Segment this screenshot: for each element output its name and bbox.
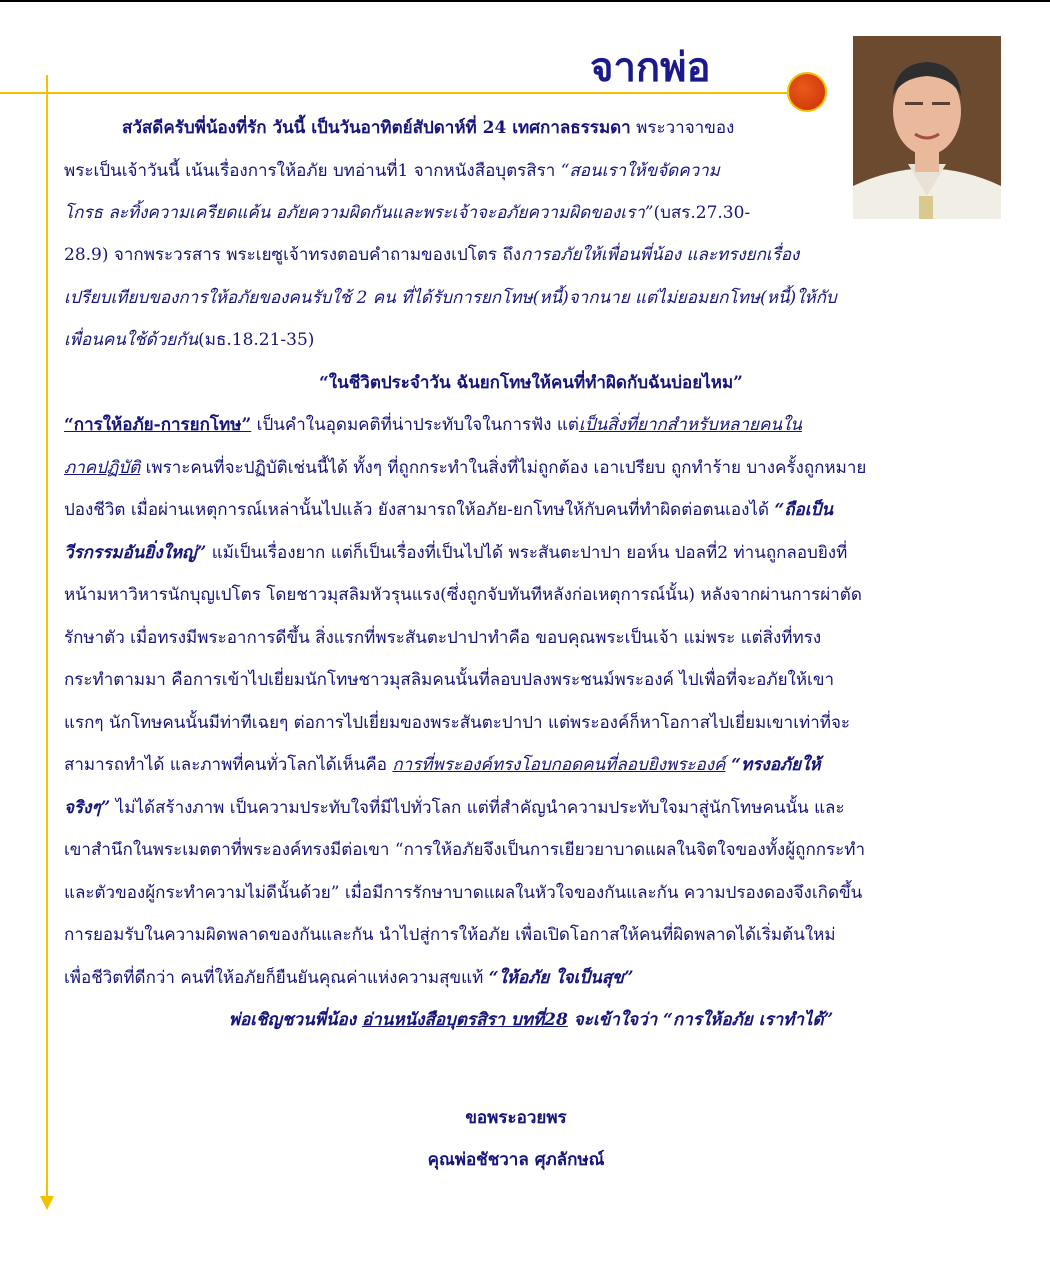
greeting: สวัสดีครับพี่น้องที่รัก วันนี้ เป็นวันอาทิตย์สัปดาห์ที่ 24 เทศกาลธรรมดา — [122, 118, 631, 138]
center-question: “ในชีวิตประจำวัน ฉันยกโทษให้คนที่ทำผิดกับฉันบ่อยไหม” — [319, 372, 743, 393]
orange-dot-icon — [787, 72, 827, 112]
vertical-guide-line — [46, 75, 48, 1200]
signature: คุณพ่อชัชวาล ศุภลักษณ์ — [427, 1150, 605, 1170]
intro-continued: 28.9) จากพระวรสาร พระเยซูเจ้าทรงตอบคำถามของเปโตร ถึงการอภัยให้เพื่อนพี่น้อง และทรงยกเรื่อง เปรียบเทียบของการให้อภัยของคนรับใช้ 2 คน ที่ได้รับการยกโทษ(หนี้)จากนาย แต่ไม่ยอมยกโทษ(หนี้)ให้กับ เพื่อนคนใช้ด้วยกัน(มธ.18.21-35) “ในชีวิตประจำวัน ฉันยกโทษให้คนที่ทำผิดกับฉันบ่อยไหม” “การให้อภัย-การยกโทษ” เป็นคำในอุดมคติที่น่าประทับใจในการฟัง แต่เป็นสิ่งที่ยากสำหรับหลายคนใน ภาคปฏิบัติ เพราะคนที่จะปฏิบัติเช่นนี้ได้ ทั้งๆ ที่ถูกกระทำในสิ่งที่ไม่ถูกต้อง เอาเปรียบ ถูกทำร้าย บางครั้งถูกหมาย ปองชีวิต เมื่อผ่านเหตุการณ์เหล่านั้นไปแล้ว ยังสามารถให้อภัย-ยกโทษให้กับคนที่ทำผิดต่อตนเองได้ “ถือเป็น วีรกรรมอันยิ่งใหญ่” แม้เป็นเรื่องยาก แต่ก็เป็นเรื่องที่เป็นไปได้ พระสันตะปาปา ยอห์น ปอลที่2 ท่านถูกลอบยิงที่ หน้ามหาวิหารนักบุญเปโตร โดยชาวมุสลิมหัวรุนแรง(ซึ่งถูกจับทันทีหลังก่อเหตุการณ์นั้น) หลังจากผ่านการผ่าตัด รักษาตัว เมื่อทรงมีพระอาการดีขึ้น สิ่งแรกที่พระสันตะปาปาทำคือ ขอบคุณพระเป็นเจ้า แม่พระ แต่สิ่งที่ทรง กระทำตามมา คือการเข้าไปเยี่ยมนักโทษชาวมุสลิมคนนั้นที่ลอบปลงพระชนม์พระองค์ ไปเพื่อที่จะอภัยให้เขา แรกๆ นักโทษคนนั้นมีท่าทีเฉยๆ ต่อการไปเยี่ยมของพระสันตะปาปา แต่พระองค์ก็หาโอกาสไปเยี่ยมเขาเท่าที่จะ สามารถทำได้ และภาพที่คนทั่วโลกได้เห็นคือ การที่พระองค์ทรงโอบกอดคนที่ลอบยิงพระองค์ “ทรงอภัยให้ จริงๆ” ไม่ได้สร้างภาพ เป็นความประทับใจที่มีไปทั่วโลก แต่ที่สำคัญนำความประทับใจมาสู่นักโทษคนนั้น และ เขาสำนึกในพระเมตตาที่พระองค์ทรงมีต่อเขา “การให้อภัยจึงเป็นการเยียวยาบาดแผลในจิตใจของทั้งผู้ถูกกระทำ และตัวของผู้กระทำความไม่ดีนั้นด้วย” เมื่อมีการรักษาบาดแผลในหัวใจของกันและกัน ความปรองดองจึงเกิดขึ้น การยอมรับในความผิดพลาดของกันและกัน นำไปสู่การให้อภัย เพื่อเปิดโอกาสให้คนที่ผิดพลาดได้เริ่มต้นใหม่ เพื่อชีวิตที่ดีกว่า คนที่ให้อภัยก็ยืนยันคุณค่าแห่งความสุขแท้ “ให้อภัย ใจเป็นสุข” พ่อเชิญชวนพี่น้อง อ่านหนังสือบุตรสิรา บทที่28 จะเข้าใจว่า “การให้อภัย เราทำได้” — [64, 234, 998, 1042]
page-title: จากพ่อ — [590, 45, 711, 91]
invitation: พ่อเชิญชวนพี่น้อง อ่านหนังสือบุตรสิรา บทที่28 จะเข้าใจว่า “การให้อภัย เราทำได้” — [228, 1010, 834, 1030]
priest-portrait — [853, 36, 1001, 219]
arrow-down-icon — [40, 1196, 54, 1210]
intro-block: สวัสดีครับพี่น้องที่รัก วันนี้ เป็นวันอาทิตย์สัปดาห์ที่ 24 เทศกาลธรรมดา พระวาจาของ พระเป็นเจ้าวันนี้ เน้นเรื่องการให้อภัย บทอ่านที่1 จากหนังสือบุตรสิรา “สอนเราให้ขจัดความ โกรธ ละทิ้งความเครียดแค้น อภัยความผิดกันและพระเจ้าจะอภัยความผิดของเรา”(บสร.27.30- — [64, 118, 751, 223]
blessing: ขอพระอวยพร — [465, 1108, 567, 1128]
top-border — [0, 0, 1050, 2]
